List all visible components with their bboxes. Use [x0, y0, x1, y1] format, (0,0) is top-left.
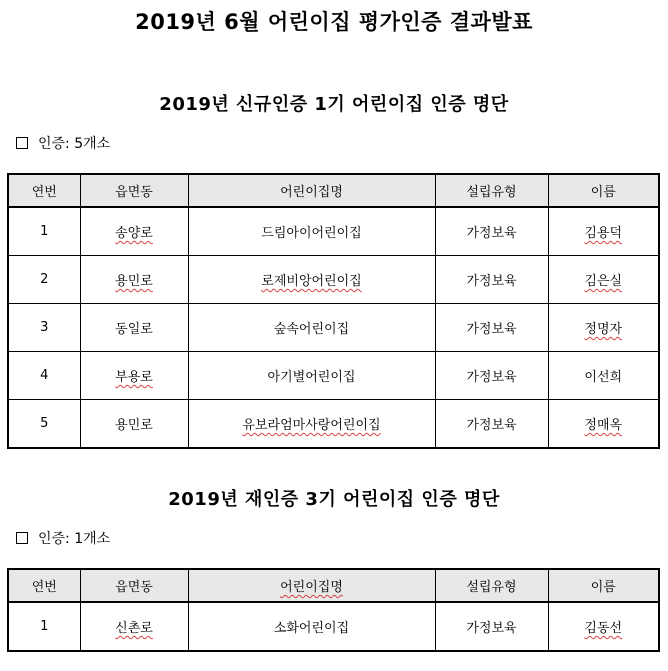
header-district: 읍면동 — [80, 569, 188, 602]
cell-no: 3 — [8, 304, 80, 352]
section2-count — [16, 528, 110, 548]
cell-person: 정매옥 — [584, 418, 623, 433]
cell-name: 숲속어린이집 — [188, 304, 435, 352]
cell-type: 가정보육 — [435, 400, 548, 449]
section2-title: 2019년 재인증 3기 어린이집 인증 명단 — [168, 489, 500, 510]
header-person: 이름 — [548, 569, 659, 602]
section2-table — [7, 568, 660, 652]
cell-person: 김용덕 — [584, 226, 623, 241]
cell-name: 유보라엄마사랑어린이집 — [242, 418, 381, 433]
cell-name: 소화어린이집 — [188, 602, 435, 651]
section1-count-label: 인증: 5개소 — [38, 136, 111, 152]
cell-district: 신촌로 — [115, 621, 153, 636]
cell-type: 가정보육 — [435, 602, 548, 651]
header-no: 연번 — [8, 569, 80, 602]
header-name: 어린이집명 — [188, 174, 435, 207]
cell-no: 1 — [8, 602, 80, 651]
table-row — [8, 304, 659, 352]
cell-no: 2 — [8, 256, 80, 304]
cell-name: 아기별어린이집 — [188, 352, 435, 400]
header-name: 어린이집명 — [280, 580, 343, 595]
cell-name: 드림아이어린이집 — [188, 207, 435, 256]
header-type: 설립유형 — [435, 569, 548, 602]
cell-type: 가정보육 — [435, 304, 548, 352]
cell-no: 5 — [8, 400, 80, 449]
cell-type: 가정보육 — [435, 256, 548, 304]
page-title: 2019년 6월 어린이집 평가인증 결과발표 — [135, 10, 533, 34]
cell-type: 가정보육 — [435, 352, 548, 400]
header-district: 읍면동 — [80, 174, 188, 207]
cell-no: 1 — [8, 207, 80, 256]
cell-district: 용민로 — [115, 274, 153, 289]
section1-title: 2019년 신규인증 1기 어린이집 인증 명단 — [159, 94, 509, 115]
header-no: 연번 — [8, 174, 80, 207]
section1-count — [16, 133, 110, 153]
cell-person: 이선희 — [548, 352, 659, 400]
cell-person: 김은실 — [584, 274, 623, 289]
checkbox-icon — [16, 137, 28, 149]
section1-table — [7, 173, 660, 449]
header-person: 이름 — [548, 174, 659, 207]
table-row — [8, 602, 659, 651]
table-header-row — [8, 174, 659, 207]
cell-district: 송양로 — [115, 226, 153, 241]
cell-district: 동일로 — [80, 304, 188, 352]
table-row — [8, 256, 659, 304]
cell-district: 부용로 — [115, 370, 153, 385]
cell-type: 가정보육 — [435, 207, 548, 256]
checkbox-icon — [16, 532, 28, 544]
cell-no: 4 — [8, 352, 80, 400]
table-row — [8, 207, 659, 256]
cell-district: 용민로 — [80, 400, 188, 449]
table-header-row — [8, 569, 659, 602]
cell-person: 정명자 — [584, 322, 623, 337]
section2-count-label: 인증: 1개소 — [38, 531, 111, 547]
cell-person: 김동선 — [584, 621, 623, 636]
header-type: 설립유형 — [435, 174, 548, 207]
table-row — [8, 400, 659, 449]
cell-name: 로제비앙어린이집 — [261, 274, 362, 289]
table-row — [8, 352, 659, 400]
